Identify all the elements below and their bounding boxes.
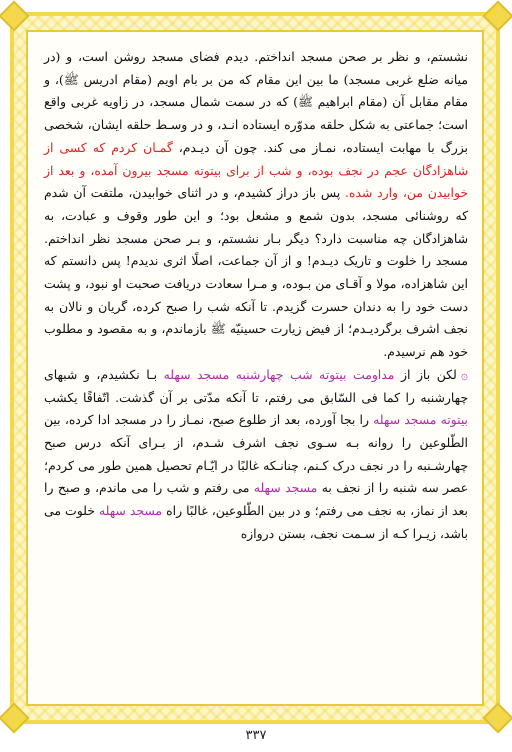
paragraph-2-text-e: خلوت می باشد، زیـرا کـه از سـمت نجف، بستن دروازه [44, 503, 468, 541]
paragraph-1-highlight: گمـان کردم که کسی از شاهزادگان عجم در نجف بوده، و شب از برای بیتوته مسجد بیرون آمده، و بعد از خوابیدن من، وارد شده. [44, 139, 469, 201]
paragraph-1 [44, 46, 468, 364]
paragraph-2-text-c: را بجا آورده، بعد از طلوع صبح، نمـاز را در مسجد ادا کرده، بین الطّلوعین را روانه بـه سـوی نجف اشرف شـدم، از بـرای آنکه درس صبح چهارشـنبه را در نجف درک کـنم، چنانـکه غالبًا در ایّـام تحصیل همین طور می کردم؛ عصر سه شنبه را از نجف به [44, 412, 468, 496]
paragraph-1-text-a: نشستم، و نظر بر صحن مسجد انداختم. دیدم فضای مسجد روشن است، و (در میانه ضلع غربی مسجد) ما بین این مقام که من بر بام اویم (مقام ادریس ﷺ)، و مقام مقابل آن (مقام ابراهیم ﷺ) که در سمت شمال مسجد، در زاویه غربی واقع است؛ جماعتی به شکل حلقه مدوّره ایستاده انـد، و در وسـط حلقه ایشان، شخصی بزرگ با مهابت ایستاده، نمـاز می کند. چون آن دیـدم، [44, 49, 468, 155]
paragraph-2-highlight-2: بیتوته مسجد سهله [373, 412, 469, 428]
paragraph-2-text-d: می رفتم و شب را می ماندم، و صبح را بعد از نماز، به نجف می رفتم؛ و در بین الطّلوعین، غالبًا راه [44, 480, 468, 519]
paragraph-bullet-icon: ۞ [460, 366, 469, 382]
page-number: ۳۳۷ [245, 728, 267, 743]
paragraph-2-text-b: بـا نکشیدم، و شبهای چهارشنبه را کما فی السّابق می رفتم، تا آنکه مدّتی بر آن گذشت. اتّفاقًا یکشب [44, 366, 468, 405]
paragraph-2-highlight-3: مسجد سهله [253, 480, 318, 496]
body-text [44, 46, 468, 696]
paragraph-2-highlight-1: مداومت بیتوته شب چهارشنبه مسجد سهله [163, 366, 395, 382]
paragraph-1-text-b: پس باز دراز کشیدم، و در اثنای خوابیدن، ملتفت آن شدم که روشنائی مسجد، بدون شمع و مشعل بود؛ و این طور وقوف و عبادت، به شاهزادگان چه مناسبت دارد؟ دیگر بـار نشستم، و بـر صحن مسجد نظر انداختم. مسجد را خلوت و تاریک دیـدم! و از آن جماعت، اصلًا اثری ندیدم! پس دانستم که این شاهزاده، مولا و آقـای من بـوده، و مـرا سعادت دریافت صحبت او نبود، و پشت دست خود را به دندان حسرت گزیدم. تا آنکه شب را صبح کرده، گریان و نالان به نجف اشرف برگردیـدم؛ از فیض زیارت حسینیّه ﷺ بازماندم، و به مقصود و مطلوب خود هم نرسیدم. [44, 185, 468, 360]
paragraph-2 [44, 364, 468, 546]
paragraph-2-text-a: لکن باز از [394, 366, 457, 382]
paragraph-2-highlight-4: مسجد سهله [98, 503, 163, 519]
